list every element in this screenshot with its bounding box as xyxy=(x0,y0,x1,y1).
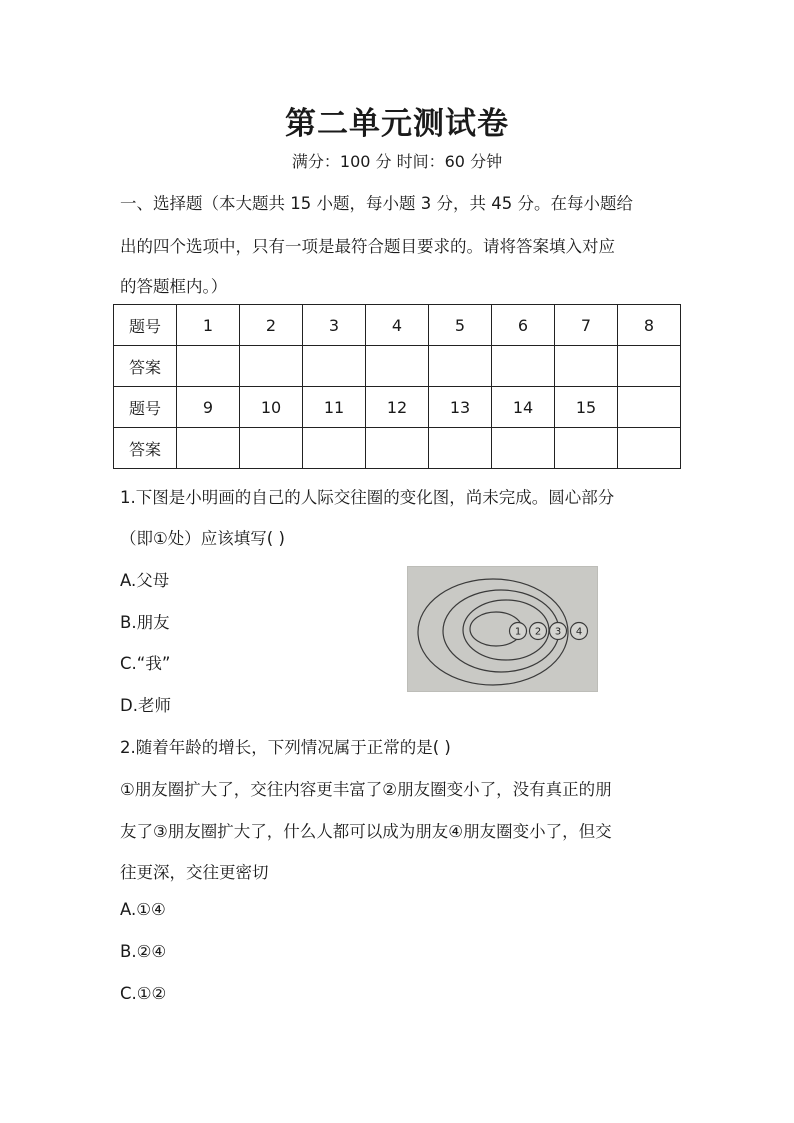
answer-cell[interactable] xyxy=(429,428,492,469)
q1-option-a: A.父母 xyxy=(120,571,170,590)
answer-cell[interactable] xyxy=(492,346,555,387)
table-cell: 4 xyxy=(366,305,429,346)
answer-cell[interactable] xyxy=(177,428,240,469)
table-cell: 12 xyxy=(366,387,429,428)
concentric-circles-diagram xyxy=(408,567,597,691)
exam-info: 满分：100 分 时间：60 分钟 xyxy=(291,152,503,171)
table-cell: 8 xyxy=(618,305,681,346)
table-cell xyxy=(618,387,681,428)
table-cell: 2 xyxy=(240,305,303,346)
q1-stem-line-1: 1.下图是小明画的自己的人际交往圈的变化图，尚未完成。圆心部分 xyxy=(120,488,615,507)
social-circle-figure xyxy=(407,566,598,692)
answer-cell[interactable] xyxy=(366,346,429,387)
section-instructions-line-2: 出的四个选项中，只有一项是最符合题目要求的。请将答案填入对应 xyxy=(120,237,615,256)
answer-cell[interactable] xyxy=(366,428,429,469)
table-cell: 13 xyxy=(429,387,492,428)
answer-cell[interactable] xyxy=(429,346,492,387)
circle-label: 1 xyxy=(514,626,522,638)
table-cell: 题号 xyxy=(114,305,177,346)
table-cell: 9 xyxy=(177,387,240,428)
table-row xyxy=(114,428,681,469)
answer-cell[interactable] xyxy=(240,428,303,469)
answer-table xyxy=(113,304,681,469)
table-cell: 14 xyxy=(492,387,555,428)
table-cell: 6 xyxy=(492,305,555,346)
table-row xyxy=(114,387,681,428)
section-instructions-line-3: 的答题框内。） xyxy=(120,277,228,296)
q2-stem-line-4: 往更深，交往更密切 xyxy=(120,863,269,882)
answer-cell[interactable] xyxy=(240,346,303,387)
q2-option-a: A.①④ xyxy=(120,900,166,919)
q1-stem-line-2: （即①处）应该填写( ) xyxy=(120,529,285,548)
section-instructions-line-1: 一、选择题（本大题共 15 小题，每小题 3 分，共 45 分。在每小题给 xyxy=(120,194,633,213)
q1-option-b: B.朋友 xyxy=(120,613,170,632)
table-cell: 3 xyxy=(303,305,366,346)
table-cell: 15 xyxy=(555,387,618,428)
table-cell: 1 xyxy=(177,305,240,346)
q2-stem-line-2: ①朋友圈扩大了，交往内容更丰富了②朋友圈变小了，没有真正的朋 xyxy=(120,780,612,799)
table-row xyxy=(114,305,681,346)
table-cell: 7 xyxy=(555,305,618,346)
answer-cell[interactable] xyxy=(618,346,681,387)
table-cell: 题号 xyxy=(114,387,177,428)
table-row xyxy=(114,346,681,387)
circle-label: 4 xyxy=(575,626,583,638)
page-title: 第二单元测试卷 xyxy=(285,106,509,142)
answer-cell[interactable] xyxy=(303,346,366,387)
answer-cell[interactable] xyxy=(303,428,366,469)
table-cell: 11 xyxy=(303,387,366,428)
table-cell: 答案 xyxy=(114,346,177,387)
q1-option-d: D.老师 xyxy=(120,696,171,715)
table-cell: 10 xyxy=(240,387,303,428)
q2-option-b: B.②④ xyxy=(120,942,167,961)
answer-cell[interactable] xyxy=(492,428,555,469)
q2-option-c: C.①② xyxy=(120,984,167,1003)
answer-cell[interactable] xyxy=(555,428,618,469)
q1-option-c: C.“我” xyxy=(120,654,171,673)
table-cell: 5 xyxy=(429,305,492,346)
table-cell: 答案 xyxy=(114,428,177,469)
answer-cell[interactable] xyxy=(177,346,240,387)
answer-cell[interactable] xyxy=(555,346,618,387)
q2-stem-line-1: 2.随着年龄的增长，下列情况属于正常的是( ) xyxy=(120,738,451,757)
circle-label: 3 xyxy=(554,626,562,638)
answer-cell[interactable] xyxy=(618,428,681,469)
q2-stem-line-3: 友了③朋友圈扩大了，什么人都可以成为朋友④朋友圈变小了，但交 xyxy=(120,822,612,841)
circle-label: 2 xyxy=(534,626,542,638)
